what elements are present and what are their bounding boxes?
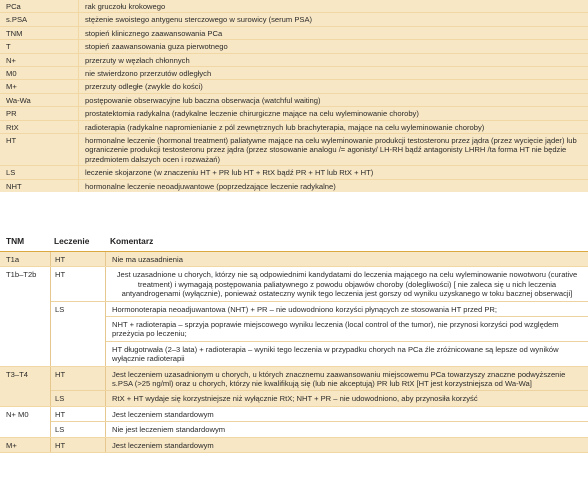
abbreviation-key: s.PSA [6, 15, 28, 25]
abbreviation-definition: przerzuty odległe (zwykle do kości) [78, 80, 588, 92]
abbreviation-definition: prostatektomia radykalna (radykalne leczenie chirurgiczne mające na celu wyleminowanie choroby) [78, 107, 588, 119]
abbreviation-key: NHT [6, 181, 22, 191]
tnm-stage: T1b–T2b [6, 270, 37, 280]
abbreviation-key: M0 [6, 69, 17, 79]
abbreviation-definition: leczenie skojarzone (w znaczeniu HT + PR lub HT + RtX bądź PR + HT lub RtX + HT) [78, 166, 588, 178]
comment-text: Nie jest leczeniem standardowym [112, 425, 226, 435]
treatment-table [0, 232, 588, 453]
abbreviation-key: T [6, 42, 11, 52]
abbreviation-row [0, 180, 588, 192]
table-row [51, 267, 588, 301]
table-row [51, 252, 588, 266]
abbreviation-row [0, 134, 588, 166]
abbreviation-row [0, 121, 588, 134]
comment-text: Jest leczeniem uzasadnionym u chorych, u których znacznemu zaawansowaniu miejscowemu PCa towarzyszy znaczne podwyższenie s.PSA (>25 ng/ml) oraz u chorych, którzy nie kwalifikują się (lub nie akceptują) PR lub RtX [HT jest korzystniejsza od Wa-Wa] [112, 369, 566, 389]
table-row [51, 302, 588, 366]
table-group [0, 438, 588, 453]
tnm-stage: T3–T4 [6, 369, 28, 379]
abbreviation-key: RtX [6, 122, 19, 132]
abbreviation-definition: hormonalne leczenie (hormonal treatment) paliatywne mające na celu wyleminowanie produkcji testosteronu przez jądra (przez wycięcie jąder) lub ograniczenie produkcji testosteronu przez jądra (przez stosowanie analogu /= agonisty/ LH-RH bądź antagonisty LHRH /ta forma HT nie będzie przedmiotem dalszych ocen i rozważań) [78, 134, 588, 165]
abbreviation-row [0, 40, 588, 53]
abbreviation-definition: hormonalne leczenie neoadjuwantowe (poprzedzające leczenie radykalne) [78, 180, 588, 192]
abbreviation-row [0, 67, 588, 80]
comment-text: Nie ma uzasadnienia [112, 255, 183, 264]
abbreviation-definition: stopień klinicznego zaawansowania PCa [78, 27, 588, 39]
treatment-type: HT [55, 409, 66, 419]
abbreviation-definition: radioterapia (radykalne napromienianie z pól zewnętrznych lub brachyterapia, mające na celu wyleminowanie choroby) [78, 121, 588, 133]
abbreviation-row [0, 166, 588, 179]
abbreviation-key: LS [6, 168, 16, 178]
abbreviation-definition: nie stwierdzono przerzutów odległych [78, 67, 588, 79]
treatment-type: LS [55, 425, 65, 435]
comment-text: NHT + radioterapia – sprzyja poprawie miejscowego wyniku leczenia (local control of the tumor), nie przynosi korzyści pod względem przeżycia po leczeniu; [106, 317, 588, 342]
treatment-type: HT [55, 255, 66, 264]
abbreviations-table [0, 0, 588, 192]
table-row [51, 367, 588, 392]
comment-text: Jest leczeniem standardowym [112, 409, 214, 419]
abbreviation-row [0, 13, 588, 26]
comment-text: Hormonoterapia neoadjuwantowa (NHT) + PR – nie udowodniono korzyści płynących ze stosowania HT przed PR; [106, 302, 588, 317]
abbreviation-key: TNM [6, 28, 23, 38]
abbreviation-definition: stopień zaawansowania guza pierwotnego [78, 40, 588, 52]
table-header [0, 232, 588, 252]
comment-text: Jest leczeniem standardowym [112, 440, 214, 450]
abbreviation-row [0, 0, 588, 13]
abbreviation-key: PR [6, 109, 17, 119]
table-row [51, 422, 588, 436]
header-leczenie: Leczenie [54, 235, 90, 246]
abbreviation-definition: stężenie swoistego antygenu sterczowego w surowicy (serum PSA) [78, 13, 588, 25]
table-group [0, 267, 588, 366]
treatment-type: HT [55, 440, 66, 450]
abbreviation-key: HT [6, 136, 17, 146]
abbreviation-key: N+ [6, 55, 16, 65]
treatment-type: LS [55, 304, 65, 314]
tnm-stage: T1a [6, 255, 20, 264]
table-group [0, 407, 588, 438]
header-komentarz: Komentarz [110, 235, 154, 246]
header-tnm: TNM [6, 235, 25, 246]
table-row [51, 407, 588, 422]
abbreviation-row [0, 54, 588, 67]
abbreviation-row [0, 107, 588, 120]
abbreviation-definition: postępowanie obserwacyjne lub baczna obserwacja (watchful waiting) [78, 94, 588, 106]
abbreviation-row [0, 27, 588, 40]
abbreviation-definition: przerzuty w węzłach chłonnych [78, 54, 588, 66]
table-group [0, 252, 588, 267]
abbreviation-definition: rak gruczołu krokowego [78, 0, 588, 12]
tnm-stage: M+ [6, 440, 17, 450]
table-row [51, 438, 588, 452]
abbreviation-row [0, 80, 588, 93]
table-row [51, 391, 588, 405]
comment-text: RtX + HT wydaje się korzystniejsze niż wyłącznie RtX; NHT + PR – nie udowodniono, aby przynosiła korzyść [112, 394, 478, 404]
treatment-type: LS [55, 394, 65, 404]
abbreviation-key: Wa-Wa [6, 95, 31, 105]
abbreviation-key: M+ [6, 82, 17, 92]
table-group [0, 367, 588, 407]
treatment-type: HT [55, 369, 66, 379]
comment-text: Jest uzasadnione u chorych, którzy nie są odpowiednimi kandydatami do leczenia mającego na celu wyleminowanie nowotworu (curative treatment) i wymagają postępowania paliatywnego z powodu objawów choroby (dolegliwości) [ nie zaleca się u nich leczenia antyandrogenami (wyłącznie), ponieważ ostateczny wynik tego leczenia jest gorszy od wyniku uzyskanego w toku bacznej obserwacji] [116, 270, 578, 299]
tnm-stage: N+ M0 [6, 409, 29, 419]
abbreviation-row [0, 94, 588, 107]
abbreviation-key: PCa [6, 2, 21, 11]
comment-text: HT długotrwała (2–3 lata) + radioterapia – wyniki tego leczenia w przypadku chorych na PCa źle zróżnicowane są lepsze od wyników wyłącznie radioterapii [112, 344, 559, 364]
treatment-type: HT [55, 270, 66, 280]
